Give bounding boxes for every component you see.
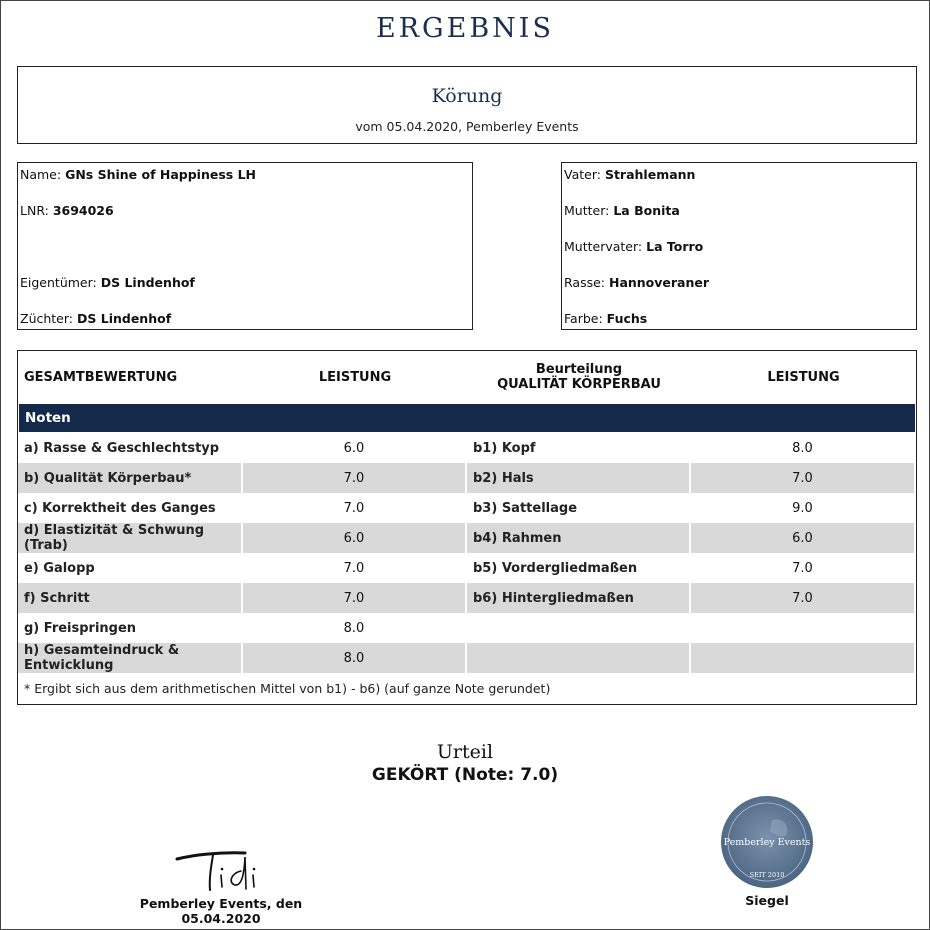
verdict-result: GEKÖRT (Note: 7.0): [371, 765, 559, 785]
header-assessment-line1: Beurteilung: [535, 362, 623, 377]
seal-caption: Siegel: [745, 893, 789, 908]
left-criterion-label: a) Rasse & Geschlechtstyp: [18, 433, 243, 463]
lnr-label: LNR:: [20, 203, 49, 218]
right-criterion-label: b1) Kopf: [467, 433, 691, 463]
horse-name: GNs Shine of Happiness LH: [65, 167, 256, 182]
event-box: [17, 66, 917, 144]
left-criterion-label: f) Schritt: [18, 583, 243, 613]
left-criterion-score: 7.0: [243, 553, 467, 583]
lnr-row: [20, 203, 472, 239]
dam-value: La Bonita: [613, 203, 680, 218]
owner-row: [20, 275, 472, 311]
section-row-noten: [18, 403, 916, 433]
header-assessment: [467, 351, 691, 403]
right-criterion-score: [691, 613, 916, 643]
handwritten-signature: [173, 847, 263, 893]
right-criterion-label: b6) Hintergliedmaßen: [467, 583, 691, 613]
left-criterion-label: g) Freispringen: [18, 613, 243, 643]
left-criterion-score: 6.0: [243, 433, 467, 463]
right-criterion-score: 7.0: [691, 463, 916, 493]
breeder-row: [20, 311, 472, 347]
left-criterion-label: h) Gesamteindruck & Entwicklung: [18, 643, 243, 673]
svg-text:Pemberley Events: Pemberley Events: [723, 837, 811, 848]
right-criterion-label: b3) Sattellage: [467, 493, 691, 523]
right-criterion-score: [691, 643, 916, 673]
svg-text:SEIT 2010: SEIT 2010: [749, 871, 785, 879]
owner-value: DS Lindenhof: [100, 275, 195, 290]
table-row: [18, 463, 916, 493]
right-criterion-label: [467, 613, 691, 643]
verdict-block: [1, 741, 929, 785]
right-criterion-score: 7.0: [691, 553, 916, 583]
right-criterion-score: 8.0: [691, 433, 916, 463]
header-assessment-line2: QUALITÄT KÖRPERBAU: [497, 377, 661, 392]
event-date-line: vom 05.04.2020, Pemberley Events: [355, 119, 579, 134]
dam-row: [564, 203, 916, 239]
verdict-label: Urteil: [436, 741, 494, 763]
breed-label: Rasse:: [564, 275, 605, 290]
horse-name-row: [20, 167, 472, 203]
sire-value: Strahlemann: [604, 167, 696, 182]
color-label: Farbe:: [564, 311, 603, 326]
lnr-value: 3694026: [52, 203, 114, 218]
sire-label: Vater:: [564, 167, 601, 182]
footnote: * Ergibt sich aus dem arithmetischen Mittel von b1) - b6) (auf ganze Note gerundet): [24, 681, 551, 696]
right-criterion-score: 6.0: [691, 523, 916, 553]
score-table-box: [17, 350, 917, 705]
horse-info-box: [17, 162, 473, 330]
header-performance-1: LEISTUNG: [318, 369, 392, 385]
left-criterion-label: c) Korrektheit des Ganges: [18, 493, 243, 523]
table-row: [18, 553, 916, 583]
table-row: [18, 643, 916, 673]
left-criterion-score: 7.0: [243, 463, 467, 493]
seal-stamp: [720, 795, 814, 889]
damsire-row: [564, 239, 916, 275]
owner-label: Eigentümer:: [20, 275, 97, 290]
left-criterion-score: 7.0: [243, 493, 467, 523]
color-row: [564, 311, 916, 347]
table-row: [18, 583, 916, 613]
pedigree-box: [561, 162, 917, 330]
right-criterion-label: b5) Vordergliedmaßen: [467, 553, 691, 583]
left-criterion-score: 8.0: [243, 613, 467, 643]
right-criterion-label: b2) Hals: [467, 463, 691, 493]
section-label-noten: Noten: [18, 403, 916, 433]
header-overall: GESAMTBEWERTUNG: [24, 369, 178, 385]
right-criterion-label: b4) Rahmen: [467, 523, 691, 553]
left-criterion-label: e) Galopp: [18, 553, 243, 583]
breeder-label: Züchter:: [20, 311, 74, 326]
breeder-value: DS Lindenhof: [77, 311, 172, 326]
color-value: Fuchs: [606, 311, 648, 326]
table-row: [18, 433, 916, 463]
horse-name-label: Name:: [20, 167, 62, 182]
score-table: [18, 351, 916, 673]
left-criterion-label: d) Elastizität & Schwung (Trab): [18, 523, 243, 553]
signature-caption: Pemberley Events, den 05.04.2020: [139, 896, 303, 926]
left-criterion-label: b) Qualität Körperbau*: [18, 463, 243, 493]
score-header-row: [18, 351, 916, 403]
breed-row: [564, 275, 916, 311]
left-criterion-score: 6.0: [243, 523, 467, 553]
damsire-value: La Torro: [646, 239, 704, 254]
breed-value: Hannoveraner: [608, 275, 710, 290]
left-criterion-score: 8.0: [243, 643, 467, 673]
table-row: [18, 493, 916, 523]
right-criterion-label: [467, 643, 691, 673]
table-row: [18, 523, 916, 553]
table-row: [18, 613, 916, 643]
page-title: ERGEBNIS: [376, 13, 554, 44]
damsire-label: Muttervater:: [564, 239, 643, 254]
right-criterion-score: 9.0: [691, 493, 916, 523]
dam-label: Mutter:: [564, 203, 610, 218]
header-performance-2: LEISTUNG: [767, 369, 840, 385]
right-criterion-score: 7.0: [691, 583, 916, 613]
left-criterion-score: 7.0: [243, 583, 467, 613]
event-name: Körung: [431, 85, 503, 107]
sire-row: [564, 167, 916, 203]
